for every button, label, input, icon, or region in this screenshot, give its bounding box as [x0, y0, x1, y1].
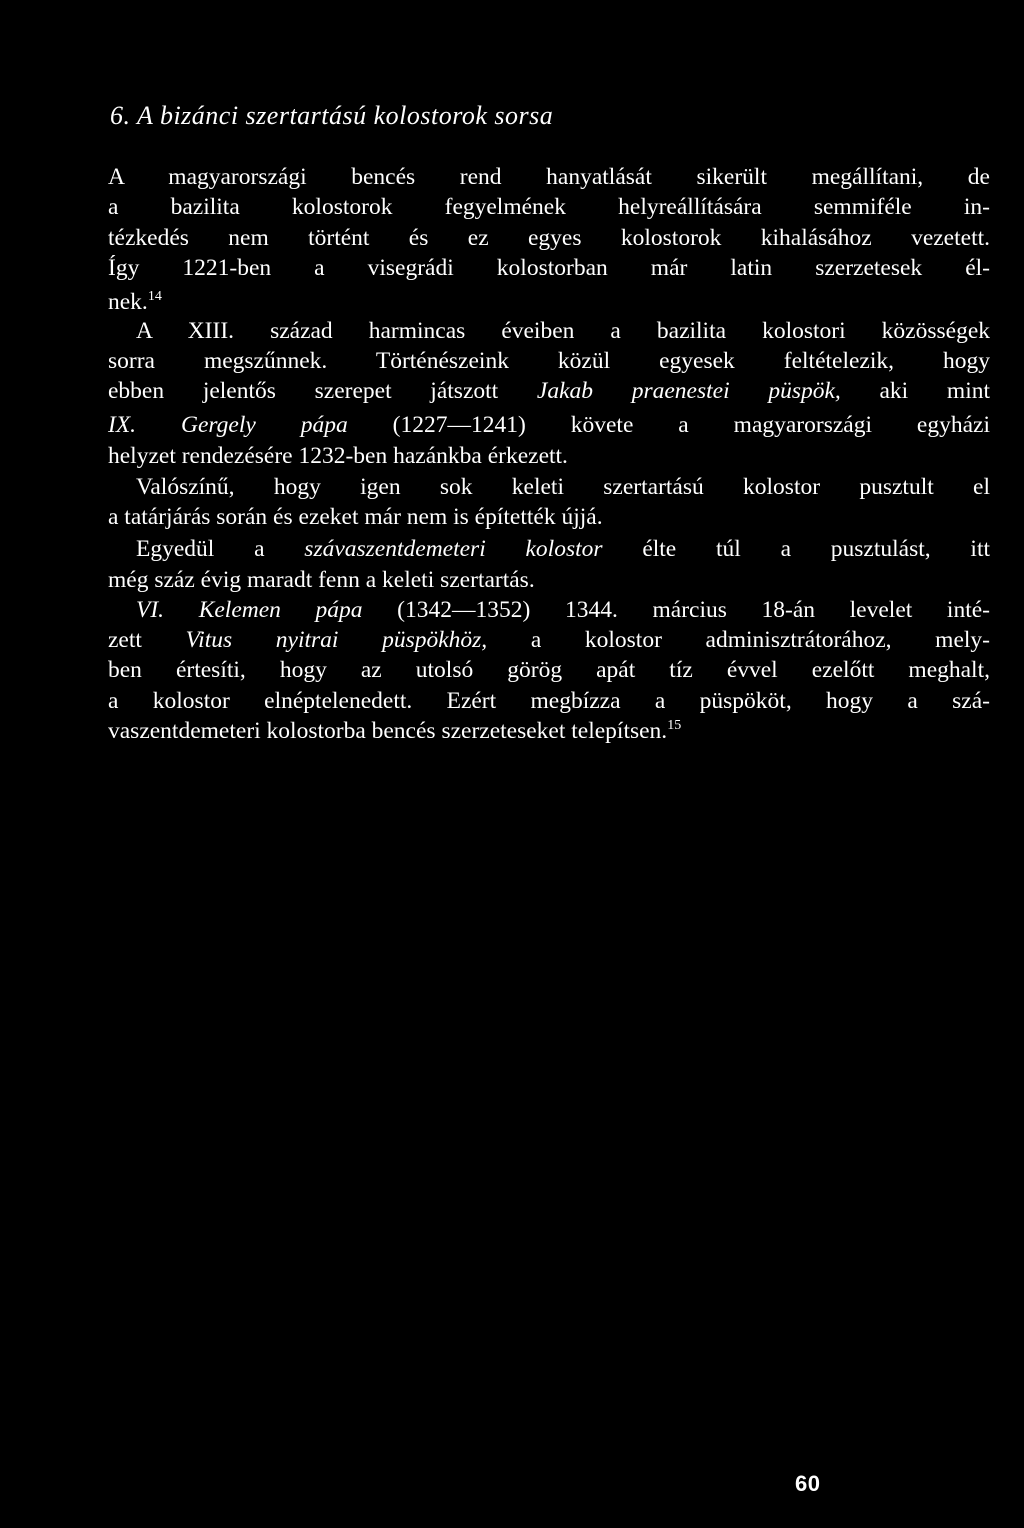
paragraph-1-line-2: a bazilita kolostorok fegyelmének helyreállítására semmiféle in-: [108, 194, 990, 220]
paragraph-1-line-4: Így 1221-ben a visegrádi kolostorban már latin szerzetesek él-: [108, 255, 990, 281]
paragraph-5-line-1-b: (1342—1352) 1344. március 18-án levelet inté-: [362, 597, 990, 623]
paragraph-1-line-5-text: nek.: [108, 289, 148, 315]
paragraph-5-line-4: a kolostor elnéptelenedett. Ezért megbízza a püspököt, hogy a szá-: [108, 688, 990, 714]
paragraph-5-line-2-italic: Vitus nyitrai püspökhöz,: [185, 627, 488, 653]
paragraph-5-line-2-a: zett: [108, 627, 186, 653]
paragraph-2-line-2: sorra megszűnnek. Történészeink közül egyesek feltételezik, hogy: [108, 348, 990, 374]
paragraph-5-line-2: [108, 625, 990, 655]
paragraph-1-line-1: A magyarországi bencés rend hanyatlását sikerült megállítani, de: [108, 164, 990, 190]
page-number: 60: [795, 1471, 821, 1496]
paragraph-3-line-2: a tatárjárás során és ezeket már nem is építették újjá.: [108, 504, 603, 530]
paragraph-2-line-5: helyzet rendezésére 1232-ben hazánkba érkezett.: [108, 443, 568, 469]
paragraph-2-line-3-italic: Jakab praenestei püspök,: [536, 378, 841, 404]
paragraph-4-line-1-a: Egyedül a: [136, 536, 305, 562]
paragraph-2-line-4: [108, 410, 990, 440]
section-heading: 6. A bizánci szertartású kolostorok sorsa: [110, 101, 554, 130]
footnote-ref-14: 14: [147, 289, 162, 305]
paragraph-4-line-1: [136, 534, 990, 564]
paragraph-3-line-1: Valószínű, hogy igen sok keleti szertartású kolostor pusztult el: [136, 474, 990, 500]
paragraph-4-line-2: még száz évig maradt fenn a keleti szertartás.: [108, 567, 535, 593]
paragraph-5-line-1: [136, 595, 990, 625]
paragraph-4-line-1-italic: szávaszentdemeteri kolostor: [304, 536, 603, 562]
paragraph-1-line-3: tézkedés nem történt és ez egyes kolostorok kihalásához vezetett.: [108, 225, 990, 251]
paragraph-5-line-1-italic: VI. Kelemen pápa: [136, 597, 363, 623]
paragraph-2-line-3-a: ebben jelentős szerepet játszott: [108, 378, 537, 404]
footnote-ref-15: 15: [667, 718, 682, 734]
paragraph-2-line-3: [108, 376, 990, 406]
paragraph-5-line-3: ben értesíti, hogy az utolsó görög apát tíz évvel ezelőtt meghalt,: [108, 657, 990, 683]
paragraph-5-line-2-c: a kolostor adminisztrátorához, mely-: [487, 627, 990, 653]
paragraph-2-line-1: A XIII. század harmincas éveiben a bazilita kolostori közösségek: [136, 318, 990, 344]
paragraph-1-line-5: [108, 287, 162, 317]
paragraph-5-line-5-text: vaszentdemeteri kolostorba bencés szerzeteseket telepítsen.: [108, 718, 668, 744]
paragraph-2-line-3-c: aki mint: [840, 378, 990, 404]
paragraph-4-line-1-c: élte túl a pusztulást, itt: [602, 536, 991, 562]
paragraph-5-line-5: [108, 716, 681, 746]
paragraph-2-line-4-italic: IX. Gergely pápa: [108, 412, 348, 438]
paragraph-2-line-4-b: (1227—1241) követe a magyarországi egyházi: [347, 412, 990, 438]
